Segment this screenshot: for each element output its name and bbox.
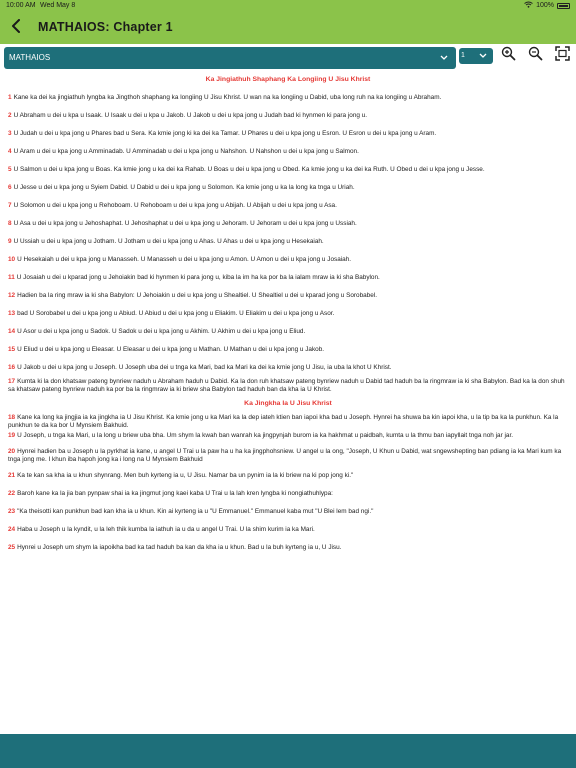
- verse: [8, 112, 568, 120]
- section-heading: Ka Jingiathuh Shaphang Ka Longiing U Jisu Khrist: [205, 76, 371, 83]
- fullscreen-icon: [555, 46, 570, 66]
- verse-number: 20: [8, 448, 16, 455]
- verse: [8, 526, 568, 534]
- battery-icon: [557, 3, 570, 9]
- verse: [8, 544, 568, 552]
- verse: [8, 432, 568, 440]
- verse-text: U Salmon u dei u kpa jong u Boas. Ka kmie jong u ka dei ka Rahab. U Boas u dei u kpa jong u Obed. Ka kmie jong u ka dei ka Ruth. U Obed u dei u kpa jong u Jesse.: [13, 166, 485, 173]
- verse-text: U Judah u dei u kpa jong u Phares bad u Sera. Ka kmie jong ki ka dei ka Tamar. U Phares u dei u kpa jong u Esron. U Esron u dei u kpa jong u Aram.: [13, 130, 437, 137]
- verse: [8, 472, 568, 480]
- verse-number: 23: [8, 508, 16, 515]
- zoom-out-icon: [528, 46, 543, 66]
- verse-text: U Aram u dei u kpa jong u Amminadab. U Amminadab u dei u kpa jong u Nahshon. U Nahshon u dei u kpa jong u Salmon.: [13, 148, 359, 155]
- verse: [8, 202, 568, 210]
- status-bar: [0, 0, 576, 12]
- bottom-bar: [0, 734, 576, 768]
- chevron-down-icon: [479, 48, 487, 71]
- app-bar: [0, 12, 576, 44]
- status-time: 10:00 AM: [6, 2, 36, 9]
- verse-number: 2: [8, 112, 12, 119]
- wifi-icon: [524, 1, 533, 10]
- verse-number: 19: [8, 432, 16, 439]
- verse: [8, 220, 568, 228]
- verse-number: 18: [8, 414, 16, 421]
- verse-number: 15: [8, 346, 16, 353]
- verse-text: Haba u Joseph u la kyndit, u la leh thik kumba la iathuh ia u da u angel U Trai. U la shim kurim ia ka Mari.: [17, 526, 315, 533]
- verse-text: U Ussiah u dei u kpa jong u Jotham. U Jotham u dei u kpa jong u Ahas. U Ahas u dei u kpa jong u Hesekaiah.: [13, 238, 324, 245]
- verse-text: Ka te kan sa kha ia u khun shynrang. Men buh kyrteng ia u, U Jisu. Namar ba un pynim ia la ki briew na ki pop jong ki.": [17, 472, 354, 479]
- verse-text: Hadien ba la ring mraw ia ki sha Babylon: U Jehoiakin u dei u kpa jong u Shealtiel. U Shealtiel u dei u kparad jong u Sorobabel.: [17, 292, 377, 299]
- verse-number: 24: [8, 526, 16, 533]
- verse-text: U Hesekaiah u dei u kpa jong u Manasseh. U Manasseh u dei u kpa jong u Amon. U Amon u dei u kpa jong u Josaiah.: [17, 256, 352, 263]
- chapter-content[interactable]: [0, 72, 576, 734]
- verse-number: 4: [8, 148, 12, 155]
- section-heading: Ka Jingkha Ia U Jisu Khrist: [244, 400, 332, 407]
- verse: [8, 448, 568, 463]
- zoom-in-button[interactable]: [499, 47, 517, 65]
- verse-number: 6: [8, 184, 12, 191]
- verse-text: U Asor u dei u kpa jong u Sadok. U Sadok u dei u kpa jong u Akhim. U Akhim u dei u kpa jong u Eliud.: [17, 328, 306, 335]
- verse: [8, 148, 568, 156]
- verse-text: Kane ka long ka jingjia ia ka jingkha ia U Jisu Khrist. Ka kmie jong u ka Mari ka la dep iateh ktien ban iapoi kha bad u Joseph. Hynrei ha shuwa ba kin iapoi kha, u la tip ba ka la punkhun. Ka la punkhun te da ka bor U Mynsiem Bakhuid.: [8, 414, 559, 429]
- verse-number: 1: [8, 94, 12, 101]
- verse: [8, 490, 568, 498]
- status-date: Wed May 8: [40, 2, 76, 9]
- verse: [8, 508, 568, 516]
- verse: [8, 378, 568, 393]
- verse-number: 7: [8, 202, 12, 209]
- verse: [8, 130, 568, 138]
- verse-text: U Asa u dei u kpa jong u Jehoshaphat. U Jehoshaphat u dei u kpa jong u Jehoram. U Jehoram u dei u kpa jong u Ussiah.: [13, 220, 357, 227]
- verse: [8, 166, 568, 174]
- verse-text: U Solomon u dei u kpa jong u Rehoboam. U Rehoboam u dei u kpa jong u Abijah. U Abijah u dei u kpa jong u Asa.: [13, 202, 337, 209]
- zoom-out-button[interactable]: [526, 47, 544, 65]
- status-right: [524, 1, 570, 10]
- verse-number: 11: [8, 274, 15, 281]
- verse-text: U Josaiah u dei u kparad jong u Jehoiakin bad ki hynmen ki para jong u, kiba la im ha ka por ba la ialam mraw ia ki sha Babylon.: [16, 274, 380, 281]
- verse-number: 22: [8, 490, 16, 497]
- verse: [8, 364, 568, 372]
- fullscreen-button[interactable]: [553, 47, 571, 65]
- verse-text: U Jesse u dei u kpa jong u Syiem Dabid. U Dabid u dei u kpa jong u Solomon. Ka kmie jong u ka la long ka tnga u Uriah.: [13, 184, 355, 191]
- verse-text: Kumta ki la don khatsaw pateng bynriew naduh u Abraham haduh u Dabid. Ka la don ruh khatsaw pateng bynriew naduh u Dabid tad haduh ba la ringmraw ia ki sha Babylon. Bad ka la don shuh sa khatsaw pateng bynriew naduh ka por ba la ringmraw ia ki briew sha Babylon tad haduh ban da kha ia U Khrist.: [8, 378, 565, 393]
- verse-text: bad U Sorobabel u dei u kpa jong u Abiud. U Abiud u dei u kpa jong u Eliakim. U Eliakim u dei u kpa jong u Asor.: [17, 310, 335, 317]
- verse: [8, 238, 568, 246]
- verse: [8, 94, 568, 102]
- verse: [8, 292, 568, 300]
- page-title: MATHAIOS: Chapter 1: [38, 20, 173, 34]
- verse-number: 25: [8, 544, 16, 551]
- verse-number: 17: [8, 378, 16, 385]
- verse-number: 13: [8, 310, 16, 317]
- verse-text: U Jakob u dei u kpa jong u Joseph. U Joseph uba dei u tnga ka Mari, bad ka Mari ka dei ka kmie jong U Jisu, ia uba la khot U Khrist.: [17, 364, 392, 371]
- zoom-in-icon: [501, 46, 516, 66]
- verse-text: U Abraham u dei u kpa u Isaak. U Isaak u dei u kpa u Jakob. U Jakob u dei u kpa jong u Judah bad ki hynmen ki para jong u.: [13, 112, 368, 119]
- verse: [8, 310, 568, 318]
- verse: [8, 328, 568, 336]
- verse-text: U Eliud u dei u kpa jong u Eleasar. U Eleasar u dei u kpa jong u Mathan. U Mathan u dei u kpa jong u Jakob.: [17, 346, 325, 353]
- chapter-select-value: 1: [461, 52, 465, 59]
- book-select[interactable]: [4, 47, 456, 69]
- verse: [8, 274, 568, 282]
- verse-number: 21: [8, 472, 16, 479]
- verse-text: Hynrei hadien ba u Joseph u la pyrkhat ia kane, u angel U Trai u la paw ha u ha ka jingphohsniew. U angel u la ong, "Joseph, U Khun u Dabid, wat sngewshepting ban pdiang ia ka Mari kum ka tnga jong me. I khun iba hapoh jong ka i long na U Mynsiem Bakhuid: [8, 448, 562, 463]
- verse-text: Hynrei u Joseph um shym la iapoikha bad ka tad haduh ba kan da kha ia u khun. Bad u la buh kyrteng ia u, U Jisu.: [17, 544, 342, 551]
- verse: [8, 414, 568, 429]
- verse-text: Kane ka dei ka jingiathuh lyngba ka Jingthoh shaphang ka longiing U Jisu Khrist. U wan na ka longiing u Dabid, uba long ruh na ka longiing u Abraham.: [13, 94, 442, 101]
- book-select-value: MATHAIOS: [9, 53, 51, 62]
- verse: [8, 346, 568, 354]
- chevron-left-icon: [11, 19, 21, 38]
- back-button[interactable]: [6, 18, 26, 38]
- chapter-select[interactable]: [459, 48, 493, 64]
- verse-number: 12: [8, 292, 16, 299]
- verse-text: U Joseph, u tnga ka Mari, u la long u briew uba bha. Um shym la kwah ban wanrah ka jingpynjah burom ia ka hakhmat u paidbah, kumta u la thmu ban iapyllait tnga noh jar jar.: [17, 432, 514, 439]
- verse-number: 5: [8, 166, 12, 173]
- verse-text: "Ka theisotti kan punkhun bad kan kha ia u khun. Kin ai kyrteng ia u "U Emmanuel." Emmanuel kaba mut "U Blei lem bad ngi.": [17, 508, 374, 515]
- verse: [8, 256, 568, 264]
- verse-number: 10: [8, 256, 16, 263]
- verse-number: 8: [8, 220, 12, 227]
- verse-text: Baroh kane ka la jia ban pynpaw shai ia ka jingmut jong kaei kaba U Trai u la lah kren lyngba ki nongiathuhlypa:: [17, 490, 333, 497]
- verse-number: 3: [8, 130, 12, 137]
- verse: [8, 184, 568, 192]
- verse-number: 9: [8, 238, 12, 245]
- battery-percent: 100%: [536, 2, 554, 9]
- verse-number: 14: [8, 328, 16, 335]
- verse-number: 16: [8, 364, 16, 371]
